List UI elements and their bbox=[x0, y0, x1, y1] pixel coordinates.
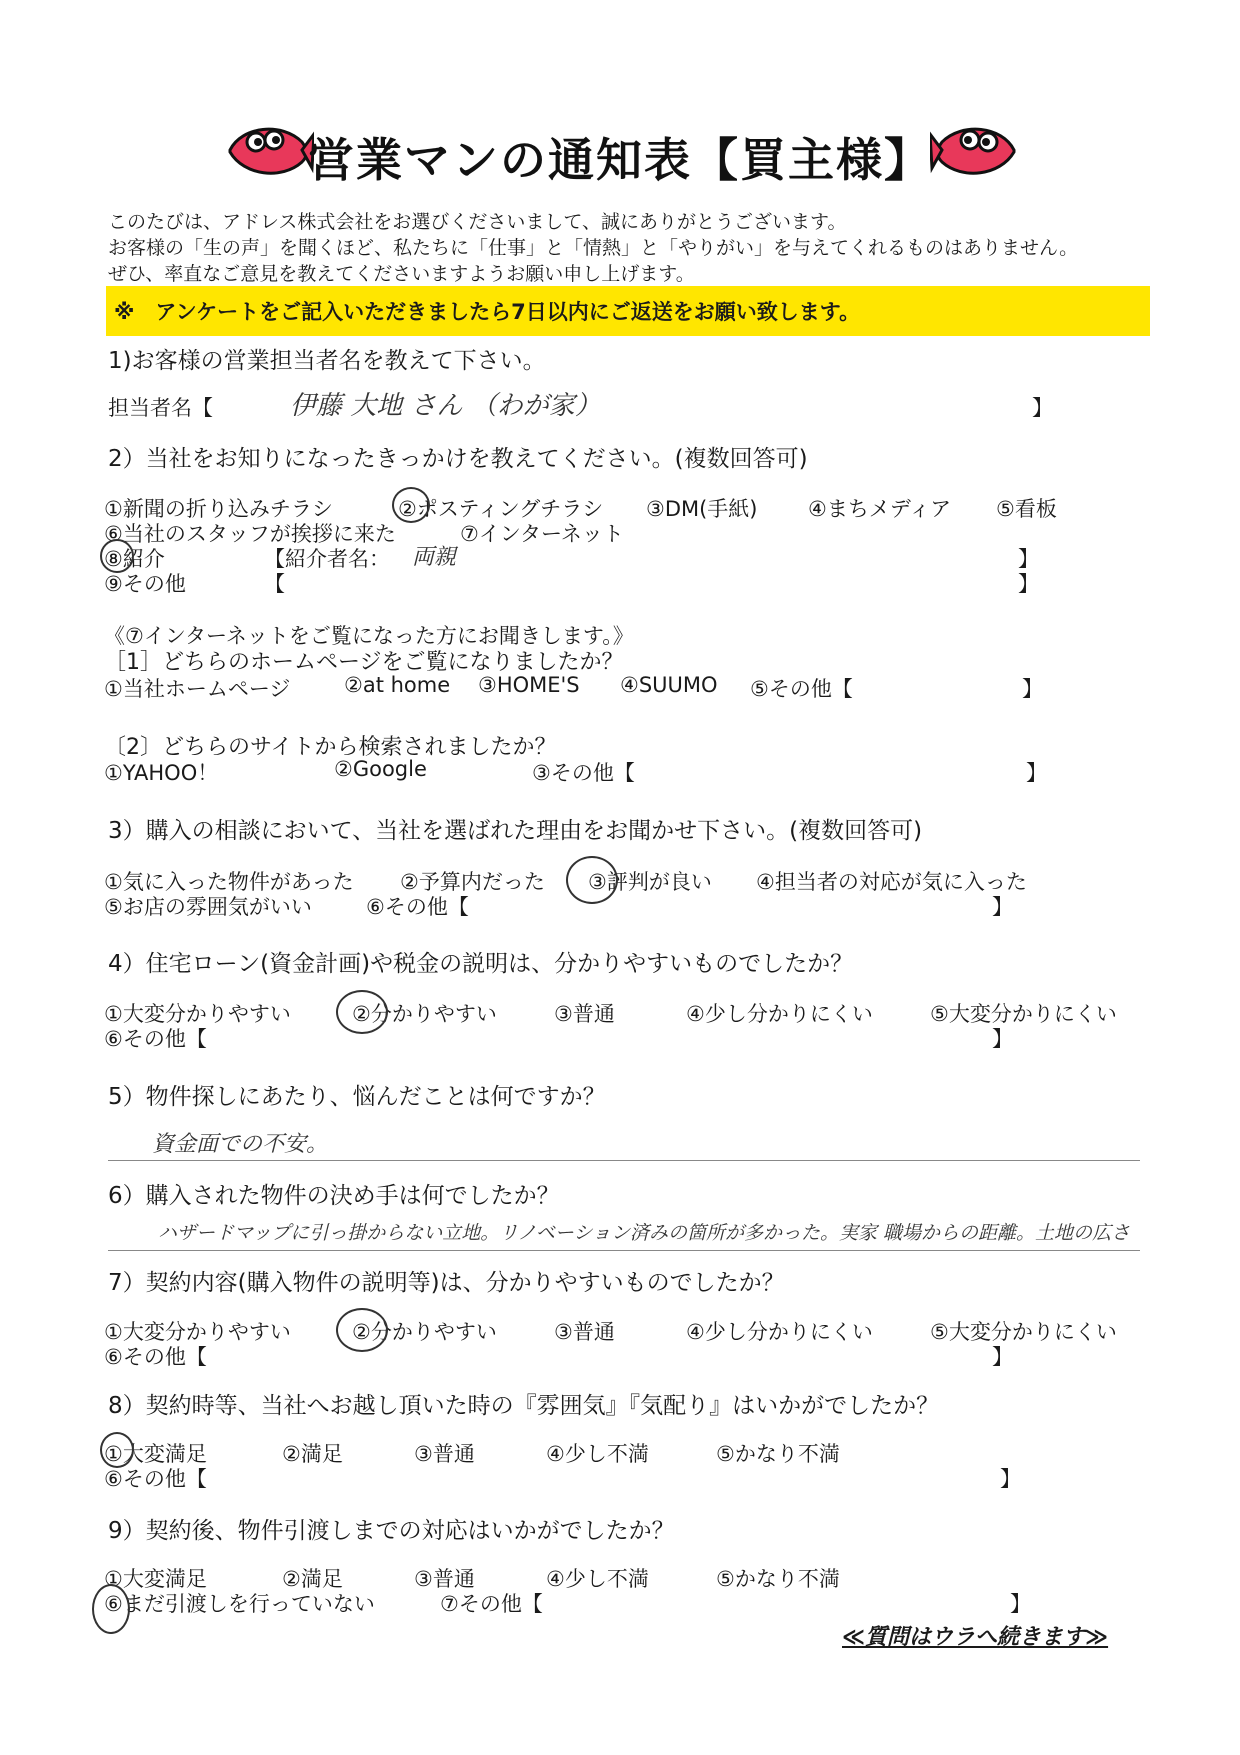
q8-option-5[interactable]: ⑤かなり不満 bbox=[716, 1442, 840, 1466]
q6-answer[interactable]: ハザードマップに引っ掛からない立地。リノベーション済みの箇所が多かった。実家 職場からの距離。土地の広さ bbox=[158, 1222, 1131, 1244]
q5-answer-line bbox=[108, 1160, 1140, 1161]
q2-option-1[interactable]: ①新聞の折り込みチラシ bbox=[104, 497, 333, 521]
q7-option-1[interactable]: ①大変分かりやすい bbox=[104, 1320, 291, 1344]
q1-field-label: 担当者名【 bbox=[108, 396, 213, 420]
q1-close: 】 bbox=[1032, 396, 1053, 420]
q4-option-4[interactable]: ④少し分かりにくい bbox=[686, 1002, 873, 1026]
sq1-option-5[interactable]: ⑤その他【 bbox=[750, 677, 853, 701]
q9-option-7[interactable]: ⑦その他【 bbox=[440, 1592, 543, 1616]
q8-option-3[interactable]: ③普通 bbox=[414, 1442, 475, 1466]
notice-banner bbox=[106, 286, 1150, 336]
q9-label: 9）契約後、物件引渡しまでの対応はいかがでしたか？ bbox=[108, 1518, 675, 1544]
q9-option-4[interactable]: ④少し不満 bbox=[546, 1567, 649, 1591]
q2-referrer-label: 【紹介者名： bbox=[264, 547, 390, 571]
q7-option-4[interactable]: ④少し分かりにくい bbox=[686, 1320, 873, 1344]
q4-option-1[interactable]: ①大変分かりやすい bbox=[104, 1002, 291, 1026]
q1-answer[interactable]: 伊藤 大地 さん （わが家） bbox=[290, 391, 601, 421]
q1-label: 1)お客様の営業担当者名を教えて下さい。 bbox=[108, 348, 546, 374]
q2-other-open: 【 bbox=[264, 572, 285, 596]
q3-option-3-circle bbox=[566, 856, 618, 904]
q3-close: 】 bbox=[992, 895, 1013, 919]
q2-option-7[interactable]: ⑦インターネット bbox=[460, 522, 624, 546]
q4-option-3[interactable]: ③普通 bbox=[554, 1002, 615, 1026]
q8-option-2[interactable]: ②満足 bbox=[282, 1442, 343, 1466]
q4-option-6[interactable]: ⑥その他【 bbox=[104, 1027, 207, 1051]
sq1-option-4[interactable]: ④SUUMO bbox=[620, 673, 718, 697]
q8-label: 8）契約時等、当社へお越し頂いた時の『雰囲気』『気配り』はいかがでしたか？ bbox=[108, 1393, 940, 1419]
sq2-close: 】 bbox=[1026, 761, 1047, 785]
q3-option-1[interactable]: ①気に入った物件があった bbox=[104, 870, 354, 894]
sq1-option-1[interactable]: ①当社ホームページ bbox=[104, 677, 291, 701]
q9-option-2[interactable]: ②満足 bbox=[282, 1567, 343, 1591]
q2-other-close: 】 bbox=[1018, 572, 1039, 596]
q2-option-2[interactable]: ②ポスティングチラシ bbox=[398, 497, 604, 521]
q3-option-3[interactable]: ③評判が良い bbox=[588, 870, 712, 894]
q5-label: 5）物件探しにあたり、悩んだことは何ですか？ bbox=[108, 1084, 606, 1110]
q9-close: 】 bbox=[1010, 1592, 1031, 1616]
q6-label: 6）購入された物件の決め手は何でしたか？ bbox=[108, 1183, 560, 1209]
sq2-option-3[interactable]: ③その他【 bbox=[532, 761, 635, 785]
sq2-option-1[interactable]: ①YAHOO！ bbox=[104, 761, 219, 785]
footer-continue: ≪質問はウラへ続きます≫ bbox=[842, 1625, 1109, 1650]
q4-close: 】 bbox=[992, 1027, 1013, 1051]
q3-option-6[interactable]: ⑥その他【 bbox=[366, 895, 469, 919]
q2-referrer-answer[interactable]: 両親 bbox=[412, 545, 457, 570]
q2-option-8[interactable]: ⑧紹介 bbox=[104, 547, 165, 571]
q3-option-2[interactable]: ②予算内だった bbox=[400, 870, 545, 894]
q8-close: 】 bbox=[1000, 1467, 1021, 1491]
q3-option-4[interactable]: ④担当者の対応が気に入った bbox=[756, 870, 1027, 894]
q9-option-6-circle bbox=[92, 1584, 130, 1634]
q3-option-5[interactable]: ⑤お店の雰囲気がいい bbox=[104, 895, 312, 919]
q7-close: 】 bbox=[992, 1345, 1013, 1369]
q7-option-6[interactable]: ⑥その他【 bbox=[104, 1345, 207, 1369]
q9-option-6[interactable]: ⑥まだ引渡しを行っていない bbox=[104, 1592, 375, 1616]
q9-option-3[interactable]: ③普通 bbox=[414, 1567, 475, 1591]
internet-sq2-label: 〔2〕どちらのサイトから検索されましたか？ bbox=[104, 735, 557, 760]
q3-label: 3）購入の相談において、当社を選ばれた理由をお聞かせ下さい。(複数回答可) bbox=[108, 818, 923, 844]
intro-line-3: ぜひ、率直なご意見を教えてくださいますようお願い申し上げます。 bbox=[108, 263, 695, 285]
q4-option-5[interactable]: ⑤大変分かりにくい bbox=[930, 1002, 1117, 1026]
q2-option-5[interactable]: ⑤看板 bbox=[996, 497, 1057, 521]
q7-option-2[interactable]: ②分かりやすい bbox=[352, 1320, 497, 1344]
page-title: 営業マンの通知表【買主様】 bbox=[308, 133, 932, 187]
q2-referrer-close: 】 bbox=[1018, 547, 1039, 571]
intro-line-2: お客様の「生の声」を聞くほど、私たちに「仕事」と「情熱」と「やりがい」を与えてくれるものはありません。 bbox=[108, 237, 1079, 259]
q2-option-4[interactable]: ④まちメディア bbox=[808, 497, 952, 521]
q5-answer[interactable]: 資金面での不安。 bbox=[152, 1132, 329, 1157]
q4-label: 4）住宅ローン(資金計画)や税金の説明は、分かりやすいものでしたか？ bbox=[108, 951, 854, 977]
q2-option-6[interactable]: ⑥当社のスタッフが挨拶に来た bbox=[104, 522, 396, 546]
sq1-close: 】 bbox=[1022, 677, 1043, 701]
q4-option-2-circle bbox=[336, 990, 388, 1034]
q7-option-2-circle bbox=[336, 1308, 388, 1352]
q7-label: 7）契約内容(購入物件の説明等)は、分かりやすいものでしたか？ bbox=[108, 1270, 785, 1296]
q2-option-9[interactable]: ⑨その他 bbox=[104, 572, 186, 596]
sq1-option-2[interactable]: ②at home bbox=[344, 673, 451, 697]
q8-option-6[interactable]: ⑥その他【 bbox=[104, 1467, 207, 1491]
q9-option-1[interactable]: ①大変満足 bbox=[104, 1567, 207, 1591]
q8-option-1[interactable]: ①大変満足 bbox=[104, 1442, 207, 1466]
q2-option-3[interactable]: ③DM(手紙) bbox=[646, 497, 758, 521]
internet-header: 《⑦インターネットをご覧になった方にお聞きします。》 bbox=[104, 624, 634, 648]
q6-answer-line bbox=[108, 1250, 1140, 1251]
q7-option-3[interactable]: ③普通 bbox=[554, 1320, 615, 1344]
internet-sq1-label: ［1］どちらのホームページをご覧になりましたか？ bbox=[104, 650, 624, 675]
q4-option-2[interactable]: ②分かりやすい bbox=[352, 1002, 497, 1026]
q9-option-5[interactable]: ⑤かなり不満 bbox=[716, 1567, 840, 1591]
sq2-option-2[interactable]: ②Google bbox=[334, 757, 427, 781]
notice-text: ※ アンケートをご記入いただきましたら7日以内にご返送をお願い致します。 bbox=[114, 300, 861, 324]
q2-option-2-circle bbox=[392, 487, 430, 523]
q8-option-4[interactable]: ④少し不満 bbox=[546, 1442, 649, 1466]
sq1-option-3[interactable]: ③HOME'S bbox=[478, 673, 580, 697]
q2-label: 2）当社をお知りになったきっかけを教えてください。(複数回答可) bbox=[108, 446, 808, 472]
intro-line-1: このたびは、アドレス株式会社をお選びくださいまして、誠にありがとうございます。 bbox=[108, 211, 847, 233]
q7-option-5[interactable]: ⑤大変分かりにくい bbox=[930, 1320, 1117, 1344]
